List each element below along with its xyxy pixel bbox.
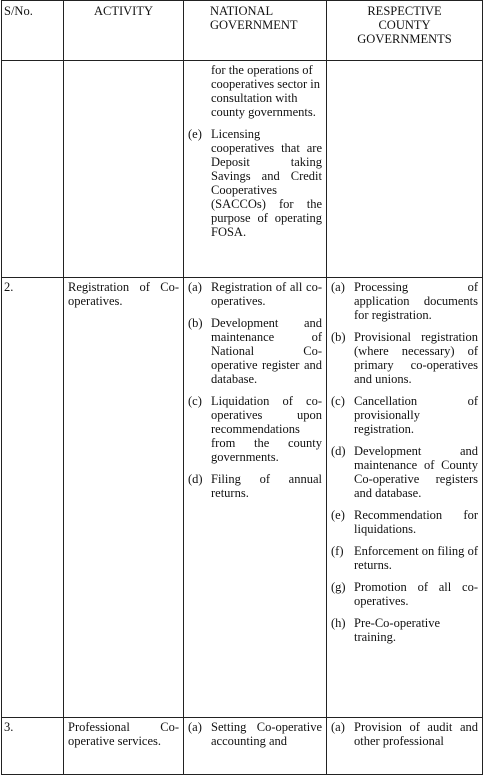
item-label: (d) bbox=[188, 472, 203, 486]
row-activity bbox=[64, 61, 184, 278]
county-cell bbox=[327, 718, 483, 775]
item-text: Processing of application documents for registration. bbox=[354, 280, 478, 322]
item-label: (c) bbox=[188, 394, 202, 408]
header-county-line: COUNTY bbox=[378, 18, 431, 32]
list-item bbox=[331, 580, 478, 608]
national-cell bbox=[184, 61, 327, 278]
header-county bbox=[327, 1, 483, 61]
list-item bbox=[188, 280, 322, 308]
list-item bbox=[188, 394, 322, 464]
item-text: Enforcement on filing of returns. bbox=[354, 544, 478, 572]
item-text: Registration of all co-operatives. bbox=[211, 280, 322, 308]
devolution-table bbox=[1, 0, 483, 775]
item-text: Development and maintenance of County Co-operative registers and database. bbox=[354, 444, 478, 500]
header-activity: ACTIVITY bbox=[64, 1, 184, 61]
item-text: Provisional registration (where necessary) of primary co-operatives and unions. bbox=[354, 330, 478, 386]
item-label: (a) bbox=[331, 720, 345, 734]
header-national-line: GOVERNMENT bbox=[210, 18, 298, 32]
list-item bbox=[331, 616, 478, 644]
row-sno: 2. bbox=[2, 278, 64, 718]
item-label: (h) bbox=[331, 616, 346, 630]
item-text: Licensing cooperatives that are Deposit taking Savings and Credit Cooperatives (SACCOs) for the purpose of operating FOSA. bbox=[211, 127, 322, 239]
item-label: (f) bbox=[331, 544, 344, 558]
item-label: (b) bbox=[188, 316, 203, 330]
item-text: Pre-Co-operative training. bbox=[354, 616, 441, 644]
row-activity: Registration of Co-operatives. bbox=[64, 278, 184, 718]
list-item bbox=[331, 544, 478, 572]
county-cell bbox=[327, 61, 483, 278]
item-text: Development and maintenance of National Co-operative register and database. bbox=[211, 316, 322, 386]
item-label: (a) bbox=[188, 280, 202, 294]
list-item bbox=[188, 127, 322, 239]
header-national bbox=[184, 1, 327, 61]
item-label: (e) bbox=[331, 508, 345, 522]
header-sno: S/No. bbox=[2, 1, 64, 61]
county-cell bbox=[327, 278, 483, 718]
list-item bbox=[331, 508, 478, 536]
list-item bbox=[331, 720, 478, 748]
row-activity: Professional Co-operative services. bbox=[64, 718, 184, 775]
national-cell bbox=[184, 718, 327, 775]
list-item bbox=[188, 720, 322, 748]
list-item bbox=[331, 280, 478, 322]
list-item bbox=[331, 444, 478, 500]
table-row bbox=[2, 61, 483, 278]
item-label: (c) bbox=[331, 394, 345, 408]
table-header-row bbox=[2, 1, 483, 61]
item-label: (b) bbox=[331, 330, 346, 344]
item-label: (a) bbox=[331, 280, 345, 294]
header-county-line: GOVERNMENTS bbox=[357, 32, 452, 46]
continuation-text: for the operations of cooperatives sector in consultation with county governments. bbox=[211, 63, 320, 119]
row-sno bbox=[2, 61, 64, 278]
item-text: Liquidation of co-operatives upon recommendations from the county governments. bbox=[211, 394, 322, 464]
list-item bbox=[188, 316, 322, 386]
list-item bbox=[331, 330, 478, 386]
item-label: (g) bbox=[331, 580, 346, 594]
header-county-line: RESPECTIVE bbox=[367, 4, 442, 18]
item-text: Promotion of all co-operatives. bbox=[354, 580, 478, 608]
item-text: Cancellation of provisionally registration. bbox=[354, 394, 478, 436]
table-row bbox=[2, 718, 483, 775]
item-text: Provision of audit and other professional bbox=[354, 720, 478, 748]
item-text: Setting Co-operative accounting and bbox=[211, 720, 322, 748]
item-label: (a) bbox=[188, 720, 202, 734]
list-item bbox=[188, 472, 322, 500]
item-text: Filing of annual returns. bbox=[211, 472, 322, 500]
national-cell bbox=[184, 278, 327, 718]
row-sno: 3. bbox=[2, 718, 64, 775]
item-text: Recommendation for liquidations. bbox=[354, 508, 478, 536]
list-item bbox=[331, 394, 478, 436]
table-row bbox=[2, 278, 483, 718]
item-label: (d) bbox=[331, 444, 346, 458]
item-label: (e) bbox=[188, 127, 202, 141]
header-national-line: NATIONAL bbox=[210, 4, 274, 18]
